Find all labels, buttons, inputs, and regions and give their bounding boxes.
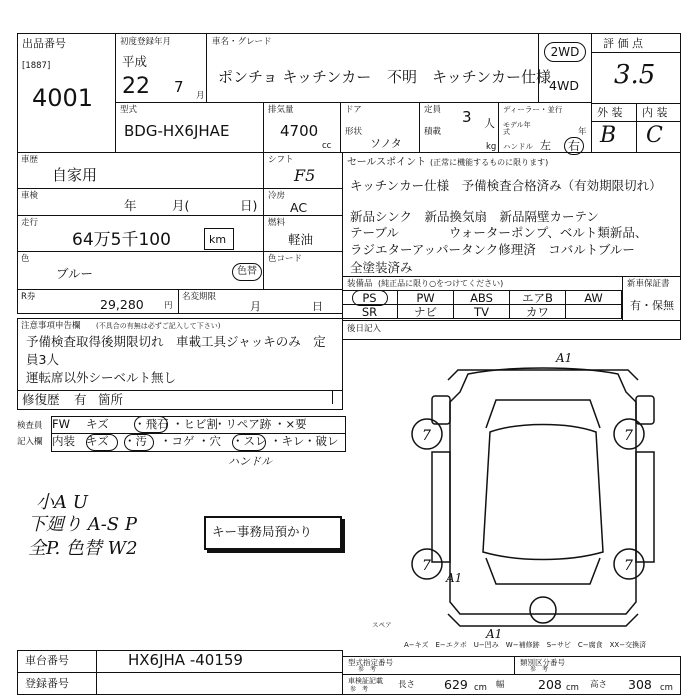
addr-month: 月 [250,300,261,313]
addr-day: 日 [312,300,323,313]
color-value: ブルー [56,266,94,281]
sales-points-label: セールスポイント [347,157,427,168]
handwritten-line-2: 下廻り A-S P [28,514,137,535]
notice-note: (不具合の有無は必ずご記入して下さい) [96,322,221,330]
model-year-unit: 年 [578,127,587,137]
tire-mark-fr: 7 [624,428,633,444]
capacity-value: 3 [462,108,472,126]
score-value: 3.5 [614,60,656,90]
repair-label: 修復歴 [22,392,60,407]
class-spec-sub: 参 考 [530,666,549,673]
grade: キッチンカー仕様 [432,68,551,86]
equipment-cell: TV [454,305,510,319]
first-reg-month: 7 [174,78,184,96]
length-label: 長さ [398,680,416,690]
first-reg-era: 平成 [122,54,148,69]
ref-label: 参 考 [350,686,369,693]
key-box-text: キー事務局預かり [212,524,313,539]
equipment-cell: PS [342,291,398,305]
displacement-label: 排気量 [268,105,294,115]
interior-label: 内 装 [642,106,668,119]
damage-mark-front: A1 [556,351,573,365]
doors-label: ドア [345,105,362,115]
height-unit: cm [660,683,673,693]
mileage-label: 走行 [21,218,39,228]
height-label: 高さ [590,680,608,690]
inspector-item: ・ヒビ割 [172,417,218,431]
fuel-label: 燃料 [268,218,286,228]
length-unit: cm [474,683,487,693]
tire-mark-rl: 7 [422,558,431,574]
handwritten-line-3: 全P. 色替 W2 [28,538,138,559]
shift-value: F5 [294,166,316,185]
color-label: 色 [21,254,30,264]
inspector-item: ・キレ [270,434,305,448]
inspector-label-1: 検査員 [17,421,43,431]
dealer-label: ディーラー・並行 [503,105,563,114]
pre-label: 車検証記載 [348,677,383,685]
chassis-label: 車台番号 [25,654,69,667]
shape-label: 形状 [345,127,363,137]
history-value: 自家用 [52,166,98,184]
mileage-unit: km [209,233,227,246]
inspector-item: ・リペア跡 [214,417,272,431]
later-label: 後日記入 [347,324,382,334]
left-mirror [432,396,450,424]
right-mirror [636,396,654,424]
inspector-item: FW [52,417,70,431]
capacity-unit: 人 [484,117,495,130]
equipment-cell: PW [398,291,454,305]
displacement-value: 4700 [280,122,319,140]
chassis-value: HX6JHA -40159 [128,651,243,669]
repair-value: 有 [74,392,87,407]
equipment-label: 装備品 [347,279,373,289]
lot-label: 出品番号 [22,37,66,50]
drive-4wd: 4WD [549,78,579,93]
sales-line-5: 全塗装済み [350,260,413,275]
mileage-value: 64万5千100 [72,230,171,250]
rear-glass [486,558,600,584]
score-label: 評 価 点 [603,37,643,50]
exterior-label: 外 装 [597,106,623,119]
inspector-item: キズ [86,417,109,431]
spare-wheel [530,597,556,623]
warranty-value: 有・保無 [630,299,674,312]
load-unit: kg [486,142,497,152]
sales-line-1: キッチンカー仕様 予備検査合格済み（有効期限切れ） [350,178,662,193]
handle-right: 右 [564,137,584,155]
sales-line-4: ラジエターアッパータンク修理済 コバルトブルー [350,242,635,257]
equipment-cell: ナビ [398,305,454,319]
capacity-label: 定員 [424,105,442,115]
load-label: 積載 [424,127,442,137]
shaken-day: 日) [240,198,258,213]
first-reg-label: 初度登録年月 [120,37,172,47]
drive-2wd: 2WD [544,42,586,62]
repair-unit: 箇所 [98,392,124,407]
model-value: BDG-HX6JHAE [124,122,230,140]
spare-label: スペア [372,621,392,629]
recycle-value: 29,280 [100,297,144,312]
ac-label: 冷房 [268,191,286,201]
displacement-unit: cc [322,141,332,151]
vehicle-diagram [398,352,688,637]
width-unit: cm [566,683,579,693]
inspector-item: 内装 [52,434,75,448]
handwritten-handle: ハンドル [228,455,272,468]
sales-line-3: テーブル ウォーターポンプ、ベルト類新品、 [350,225,648,240]
inspector-item: キズ [86,434,109,448]
tire-mark-fl: 7 [422,428,431,444]
car-name-label: 車名・グレード [212,37,272,47]
body-outline [450,368,636,614]
model-spec-label: 型式指定番号 [348,658,393,667]
inspector-item: ・×要 [274,417,307,431]
recycle-label: R券 [21,292,36,302]
width-value: 208 [538,677,562,692]
handle-left: 左 [540,139,551,152]
inspector-item: ・破レ [304,434,339,448]
sales-points-note: (正常に機能するものに限ります) [430,158,549,167]
model-label: 型式 [120,105,138,115]
notice-box [17,318,343,410]
first-reg-year: 22 [122,74,150,99]
model-year-label: モデル年式 [503,121,531,136]
fuel-value: 軽油 [288,232,314,247]
shaken-year: 年 [124,198,137,213]
handle-label: ハンドル [503,142,533,151]
recycle-unit: 円 [164,301,173,311]
equipment-cell: カワ [510,305,566,319]
notice-line-2: 員3人 [26,352,59,367]
exterior-score: B [600,123,617,148]
notice-line-1: 予備検査取得後期限切れ 車載工具ジャッキのみ 定 [26,334,326,349]
notice-label: 注意事項申告欄 [21,321,81,331]
handwritten-line-1: 小A U [36,492,88,513]
interior-score: C [646,123,663,148]
inspector-label-2: 記入欄 [17,437,43,447]
rear-bumper [448,614,638,626]
roof-outline [483,425,603,560]
color-code-label: 色コード [268,254,303,264]
inspector-item: ・飛石 [134,417,169,431]
right-front-panel [636,452,654,562]
length-value: 629 [444,677,468,692]
shape-value: ソノタ [370,137,402,150]
lot-code: [1887] [22,61,51,71]
history-label: 車歴 [21,155,39,165]
reg-number-label: 登録番号 [25,677,69,690]
width-label: 幅 [496,680,505,690]
shaken-label: 車検 [21,191,39,201]
equipment-cell: ABS [454,291,510,305]
first-reg-month-unit: 月 [196,91,205,101]
equipment-cell: AW [566,291,622,305]
equipment-cell [566,305,622,319]
model-spec-sub: 参 考 [358,666,377,673]
equipment-cell: エアB [510,291,566,305]
equipment-cell: SR [342,305,398,319]
class-spec-label: 類別区分番号 [520,658,565,667]
lot-number: 4001 [32,84,94,112]
height-value: 308 [628,677,652,692]
shaken-month: 月( [172,198,190,213]
inspector-item: ・コゲ [160,434,195,448]
warranty-label: 新車保証書 [627,279,670,289]
damage-mark-rear: A1 [486,627,503,641]
left-front-panel [432,452,450,562]
inspector-item: ・汚 [124,434,147,448]
damage-mark-left: A1 [446,571,463,585]
addr-label: 名変期限 [182,292,217,302]
car-name: ポンチョ キッチンカー [218,68,372,86]
later-box [342,320,681,340]
inspector-item: ・スレ [232,434,267,448]
tire-mark-rr: 7 [624,558,633,574]
inspector-item: ・穴 [198,434,221,448]
shift-label: シフト [268,155,294,165]
front-bumper [448,370,638,380]
sales-line-2: 新品シンク 新品換気扇 新品隔壁カーテン [350,209,599,224]
notice-line-3: 運転席以外シーベルト無し [26,370,177,385]
color-change: 色替 [232,263,262,281]
equipment-note: (純正品に限り○をつけてください) [378,279,504,288]
damage-legend: A−キズ E−エクボ U−凹み W−補修跡 S−サビ C−腐食 XX−交換済 [404,641,647,649]
grade-unknown: 不明 [387,68,418,86]
ac-value: AC [290,200,308,215]
